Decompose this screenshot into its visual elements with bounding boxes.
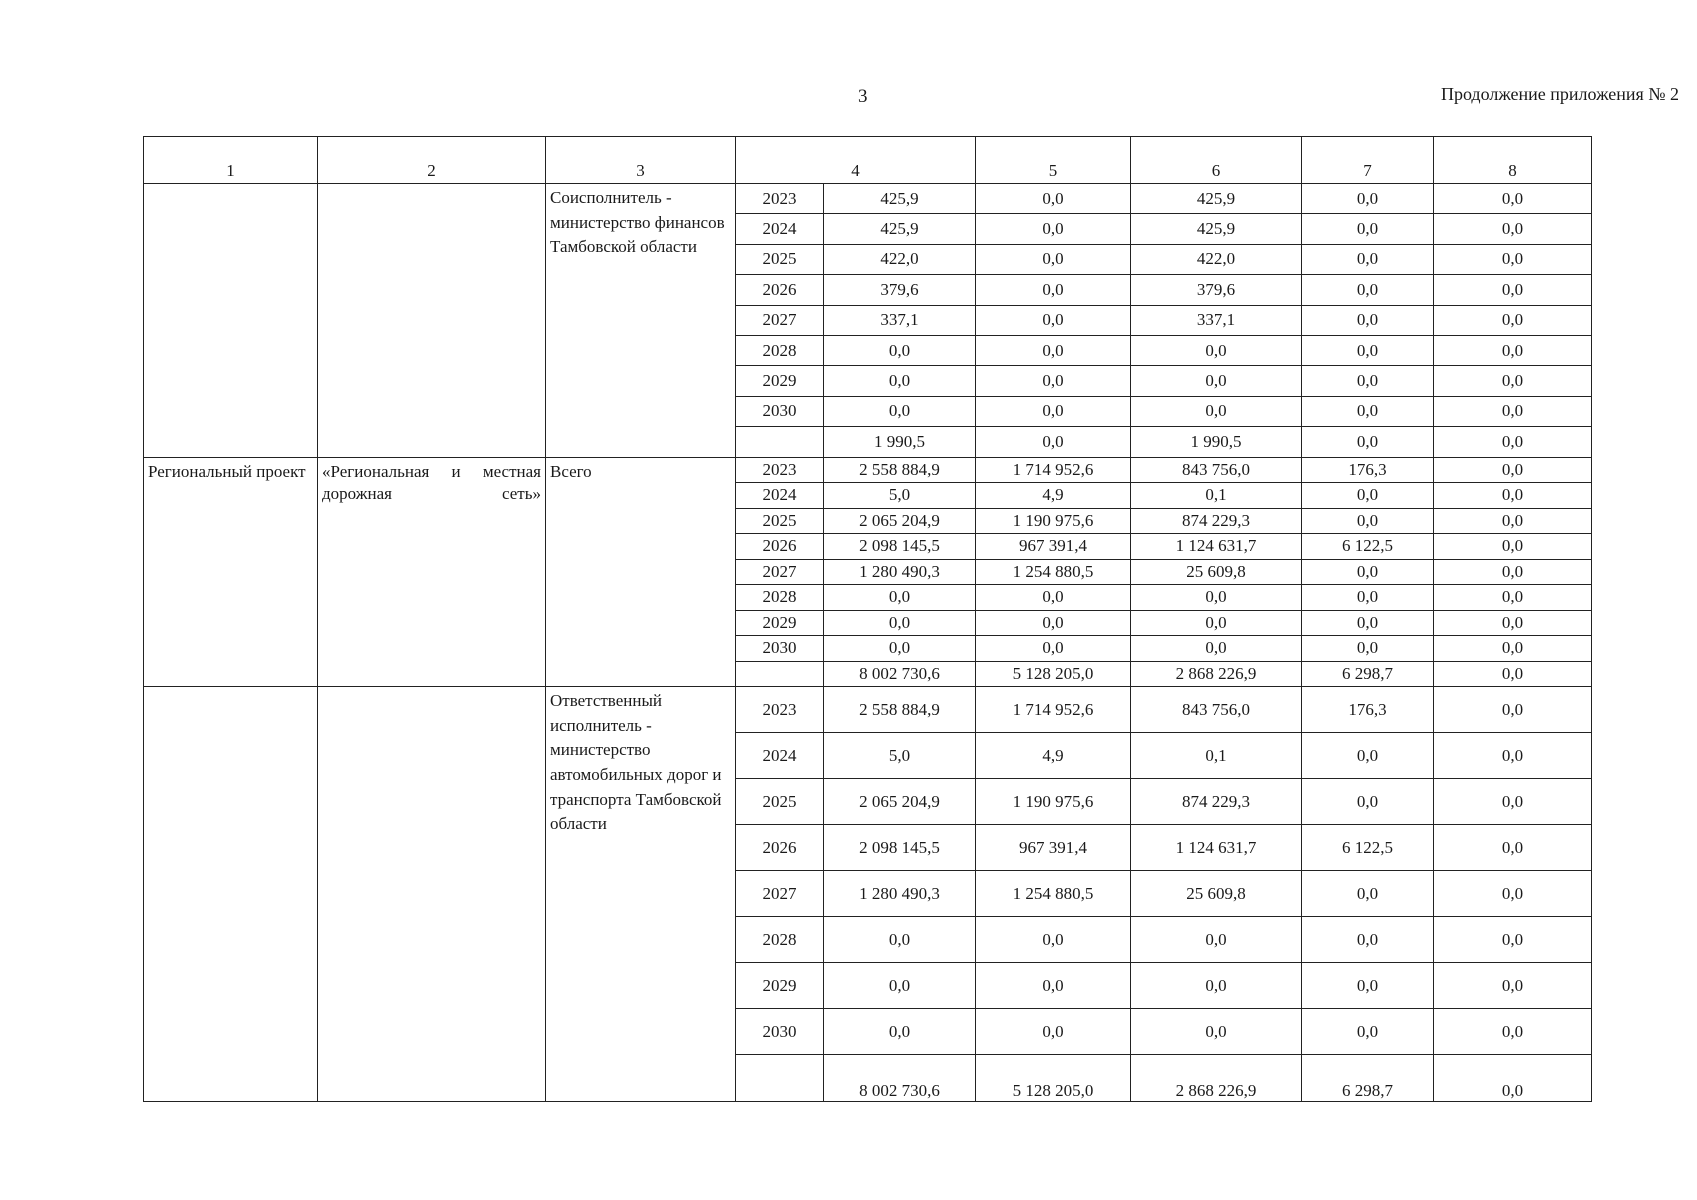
column-header: 4 xyxy=(736,137,976,184)
federal-budget-cell: 1 254 880,5 xyxy=(976,559,1131,585)
federal-budget-cell: 0,0 xyxy=(976,963,1131,1009)
total-cell: 5,0 xyxy=(824,733,976,779)
regional-budget-cell: 0,0 xyxy=(1131,396,1302,426)
year-cell: 2027 xyxy=(736,559,824,585)
year-cell xyxy=(736,661,824,687)
year-cell: 2023 xyxy=(736,687,824,733)
section-label-col3: Всего xyxy=(546,457,736,687)
total-cell: 8 002 730,6 xyxy=(824,661,976,687)
local-budget-cell: 0,0 xyxy=(1302,396,1434,426)
regional-budget-cell: 25 609,8 xyxy=(1131,871,1302,917)
regional-budget-cell: 0,0 xyxy=(1131,335,1302,365)
total-cell: 1 280 490,3 xyxy=(824,559,976,585)
federal-budget-cell: 0,0 xyxy=(976,1009,1131,1055)
total-cell: 422,0 xyxy=(824,244,976,274)
extrabudget-cell: 0,0 xyxy=(1434,825,1592,871)
regional-budget-cell: 0,0 xyxy=(1131,585,1302,611)
total-cell: 0,0 xyxy=(824,366,976,396)
year-cell: 2028 xyxy=(736,335,824,365)
extrabudget-cell: 0,0 xyxy=(1434,610,1592,636)
extrabudget-cell: 0,0 xyxy=(1434,508,1592,534)
year-cell: 2023 xyxy=(736,457,824,483)
extrabudget-cell: 0,0 xyxy=(1434,396,1592,426)
year-cell: 2025 xyxy=(736,244,824,274)
regional-budget-cell: 337,1 xyxy=(1131,305,1302,335)
local-budget-cell: 176,3 xyxy=(1302,457,1434,483)
regional-budget-cell: 874 229,3 xyxy=(1131,508,1302,534)
federal-budget-cell: 4,9 xyxy=(976,483,1131,509)
table-row xyxy=(144,457,1592,483)
total-cell: 0,0 xyxy=(824,585,976,611)
federal-budget-cell: 1 714 952,6 xyxy=(976,687,1131,733)
year-cell: 2025 xyxy=(736,508,824,534)
regional-budget-cell: 843 756,0 xyxy=(1131,687,1302,733)
year-cell: 2030 xyxy=(736,396,824,426)
federal-budget-cell: 0,0 xyxy=(976,366,1131,396)
regional-budget-cell: 843 756,0 xyxy=(1131,457,1302,483)
total-cell: 425,9 xyxy=(824,214,976,244)
total-cell: 5,0 xyxy=(824,483,976,509)
federal-budget-cell: 0,0 xyxy=(976,244,1131,274)
regional-budget-cell: 422,0 xyxy=(1131,244,1302,274)
total-cell: 2 098 145,5 xyxy=(824,825,976,871)
extrabudget-cell: 0,0 xyxy=(1434,275,1592,305)
federal-budget-cell: 0,0 xyxy=(976,917,1131,963)
year-cell: 2026 xyxy=(736,275,824,305)
federal-budget-cell: 1 254 880,5 xyxy=(976,871,1131,917)
extrabudget-cell: 0,0 xyxy=(1434,1009,1592,1055)
total-cell: 337,1 xyxy=(824,305,976,335)
year-cell: 2027 xyxy=(736,871,824,917)
section-label-col3: Ответственный исполнитель - министерство автомобильных дорог и транспорта Тамбовской области xyxy=(546,687,736,1102)
local-budget-cell: 0,0 xyxy=(1302,214,1434,244)
regional-budget-cell: 0,0 xyxy=(1131,366,1302,396)
regional-budget-cell: 874 229,3 xyxy=(1131,779,1302,825)
local-budget-cell: 0,0 xyxy=(1302,559,1434,585)
federal-budget-cell: 1 190 975,6 xyxy=(976,779,1131,825)
local-budget-cell: 0,0 xyxy=(1302,733,1434,779)
column-header-row xyxy=(144,137,1592,184)
year-cell: 2025 xyxy=(736,779,824,825)
federal-budget-cell: 4,9 xyxy=(976,733,1131,779)
extrabudget-cell: 0,0 xyxy=(1434,483,1592,509)
column-header: 5 xyxy=(976,137,1131,184)
total-cell: 0,0 xyxy=(824,610,976,636)
regional-budget-cell: 425,9 xyxy=(1131,184,1302,214)
regional-budget-cell: 1 990,5 xyxy=(1131,427,1302,457)
regional-budget-cell: 0,0 xyxy=(1131,963,1302,1009)
extrabudget-cell: 0,0 xyxy=(1434,585,1592,611)
year-cell: 2028 xyxy=(736,917,824,963)
local-budget-cell: 0,0 xyxy=(1302,871,1434,917)
local-budget-cell: 0,0 xyxy=(1302,585,1434,611)
extrabudget-cell: 0,0 xyxy=(1434,779,1592,825)
regional-budget-cell: 2 868 226,9 xyxy=(1131,661,1302,687)
local-budget-cell: 176,3 xyxy=(1302,687,1434,733)
column-header: 6 xyxy=(1131,137,1302,184)
extrabudget-cell: 0,0 xyxy=(1434,335,1592,365)
extrabudget-cell: 0,0 xyxy=(1434,534,1592,560)
local-budget-cell: 0,0 xyxy=(1302,427,1434,457)
local-budget-cell: 6 122,5 xyxy=(1302,825,1434,871)
page-number: 3 xyxy=(858,86,868,107)
total-cell: 0,0 xyxy=(824,1009,976,1055)
regional-budget-cell: 425,9 xyxy=(1131,214,1302,244)
continuation-label: Продолжение приложения № 2 xyxy=(1440,84,1679,104)
local-budget-cell: 0,0 xyxy=(1302,184,1434,214)
extrabudget-cell: 0,0 xyxy=(1434,214,1592,244)
federal-budget-cell: 0,0 xyxy=(976,184,1131,214)
year-cell: 2028 xyxy=(736,585,824,611)
federal-budget-cell: 0,0 xyxy=(976,275,1131,305)
total-cell: 0,0 xyxy=(824,917,976,963)
extrabudget-cell: 0,0 xyxy=(1434,687,1592,733)
year-cell xyxy=(736,1055,824,1102)
section-label-col1: Региональный проект xyxy=(144,457,318,687)
federal-budget-cell: 0,0 xyxy=(976,214,1131,244)
year-cell: 2024 xyxy=(736,483,824,509)
extrabudget-cell: 0,0 xyxy=(1434,244,1592,274)
local-budget-cell: 0,0 xyxy=(1302,508,1434,534)
local-budget-cell: 0,0 xyxy=(1302,335,1434,365)
year-cell: 2029 xyxy=(736,963,824,1009)
federal-budget-cell: 0,0 xyxy=(976,335,1131,365)
section-label-col3: Соисполнитель - министерство финансов Тамбовской области xyxy=(546,184,736,458)
total-cell: 0,0 xyxy=(824,636,976,662)
funding-table xyxy=(143,136,1592,1102)
year-cell: 2024 xyxy=(736,214,824,244)
total-cell: 2 558 884,9 xyxy=(824,687,976,733)
extrabudget-cell: 0,0 xyxy=(1434,457,1592,483)
extrabudget-cell: 0,0 xyxy=(1434,184,1592,214)
total-cell: 0,0 xyxy=(824,963,976,1009)
extrabudget-cell: 0,0 xyxy=(1434,427,1592,457)
federal-budget-cell: 0,0 xyxy=(976,610,1131,636)
local-budget-cell: 6 122,5 xyxy=(1302,534,1434,560)
regional-budget-cell: 0,0 xyxy=(1131,636,1302,662)
federal-budget-cell: 0,0 xyxy=(976,305,1131,335)
regional-budget-cell: 0,1 xyxy=(1131,483,1302,509)
section-label-col2 xyxy=(318,687,546,1102)
local-budget-cell: 0,0 xyxy=(1302,917,1434,963)
federal-budget-cell: 0,0 xyxy=(976,427,1131,457)
extrabudget-cell: 0,0 xyxy=(1434,559,1592,585)
regional-budget-cell: 0,0 xyxy=(1131,1009,1302,1055)
extrabudget-cell: 0,0 xyxy=(1434,305,1592,335)
extrabudget-cell: 0,0 xyxy=(1434,917,1592,963)
federal-budget-cell: 0,0 xyxy=(976,396,1131,426)
extrabudget-cell: 0,0 xyxy=(1434,661,1592,687)
federal-budget-cell: 0,0 xyxy=(976,636,1131,662)
year-cell: 2030 xyxy=(736,636,824,662)
local-budget-cell: 0,0 xyxy=(1302,483,1434,509)
total-cell: 379,6 xyxy=(824,275,976,305)
local-budget-cell: 6 298,7 xyxy=(1302,1055,1434,1102)
local-budget-cell: 0,0 xyxy=(1302,305,1434,335)
column-header: 3 xyxy=(546,137,736,184)
total-cell: 8 002 730,6 xyxy=(824,1055,976,1102)
column-header: 1 xyxy=(144,137,318,184)
total-cell: 2 065 204,9 xyxy=(824,779,976,825)
total-cell: 2 098 145,5 xyxy=(824,534,976,560)
total-cell: 1 280 490,3 xyxy=(824,871,976,917)
federal-budget-cell: 1 714 952,6 xyxy=(976,457,1131,483)
regional-budget-cell: 0,1 xyxy=(1131,733,1302,779)
total-cell: 1 990,5 xyxy=(824,427,976,457)
year-cell: 2024 xyxy=(736,733,824,779)
column-header: 2 xyxy=(318,137,546,184)
table-row xyxy=(144,687,1592,733)
total-cell: 425,9 xyxy=(824,184,976,214)
regional-budget-cell: 1 124 631,7 xyxy=(1131,534,1302,560)
year-cell: 2030 xyxy=(736,1009,824,1055)
total-cell: 0,0 xyxy=(824,396,976,426)
local-budget-cell: 0,0 xyxy=(1302,275,1434,305)
federal-budget-cell: 967 391,4 xyxy=(976,825,1131,871)
column-header: 7 xyxy=(1302,137,1434,184)
year-cell: 2027 xyxy=(736,305,824,335)
regional-budget-cell: 25 609,8 xyxy=(1131,559,1302,585)
local-budget-cell: 0,0 xyxy=(1302,244,1434,274)
local-budget-cell: 6 298,7 xyxy=(1302,661,1434,687)
local-budget-cell: 0,0 xyxy=(1302,366,1434,396)
extrabudget-cell: 0,0 xyxy=(1434,366,1592,396)
local-budget-cell: 0,0 xyxy=(1302,636,1434,662)
section-label-col1 xyxy=(144,687,318,1102)
local-budget-cell: 0,0 xyxy=(1302,1009,1434,1055)
section-label-col2: «Региональная и местная дорожная сеть» xyxy=(318,457,546,687)
regional-budget-cell: 379,6 xyxy=(1131,275,1302,305)
year-cell: 2023 xyxy=(736,184,824,214)
local-budget-cell: 0,0 xyxy=(1302,963,1434,1009)
year-cell: 2026 xyxy=(736,825,824,871)
total-cell: 2 065 204,9 xyxy=(824,508,976,534)
year-cell: 2029 xyxy=(736,366,824,396)
regional-budget-cell: 0,0 xyxy=(1131,610,1302,636)
federal-budget-cell: 5 128 205,0 xyxy=(976,661,1131,687)
regional-budget-cell: 1 124 631,7 xyxy=(1131,825,1302,871)
total-cell: 2 558 884,9 xyxy=(824,457,976,483)
year-cell: 2029 xyxy=(736,610,824,636)
extrabudget-cell: 0,0 xyxy=(1434,963,1592,1009)
extrabudget-cell: 0,0 xyxy=(1434,636,1592,662)
federal-budget-cell: 1 190 975,6 xyxy=(976,508,1131,534)
extrabudget-cell: 0,0 xyxy=(1434,871,1592,917)
federal-budget-cell: 0,0 xyxy=(976,585,1131,611)
extrabudget-cell: 0,0 xyxy=(1434,733,1592,779)
federal-budget-cell: 967 391,4 xyxy=(976,534,1131,560)
federal-budget-cell: 5 128 205,0 xyxy=(976,1055,1131,1102)
year-cell: 2026 xyxy=(736,534,824,560)
section-label-col1 xyxy=(144,184,318,458)
regional-budget-cell: 2 868 226,9 xyxy=(1131,1055,1302,1102)
total-cell: 0,0 xyxy=(824,335,976,365)
local-budget-cell: 0,0 xyxy=(1302,610,1434,636)
year-cell xyxy=(736,427,824,457)
local-budget-cell: 0,0 xyxy=(1302,779,1434,825)
regional-budget-cell: 0,0 xyxy=(1131,917,1302,963)
extrabudget-cell: 0,0 xyxy=(1434,1055,1592,1102)
section-label-col2 xyxy=(318,184,546,458)
column-header: 8 xyxy=(1434,137,1592,184)
table-row xyxy=(144,184,1592,214)
